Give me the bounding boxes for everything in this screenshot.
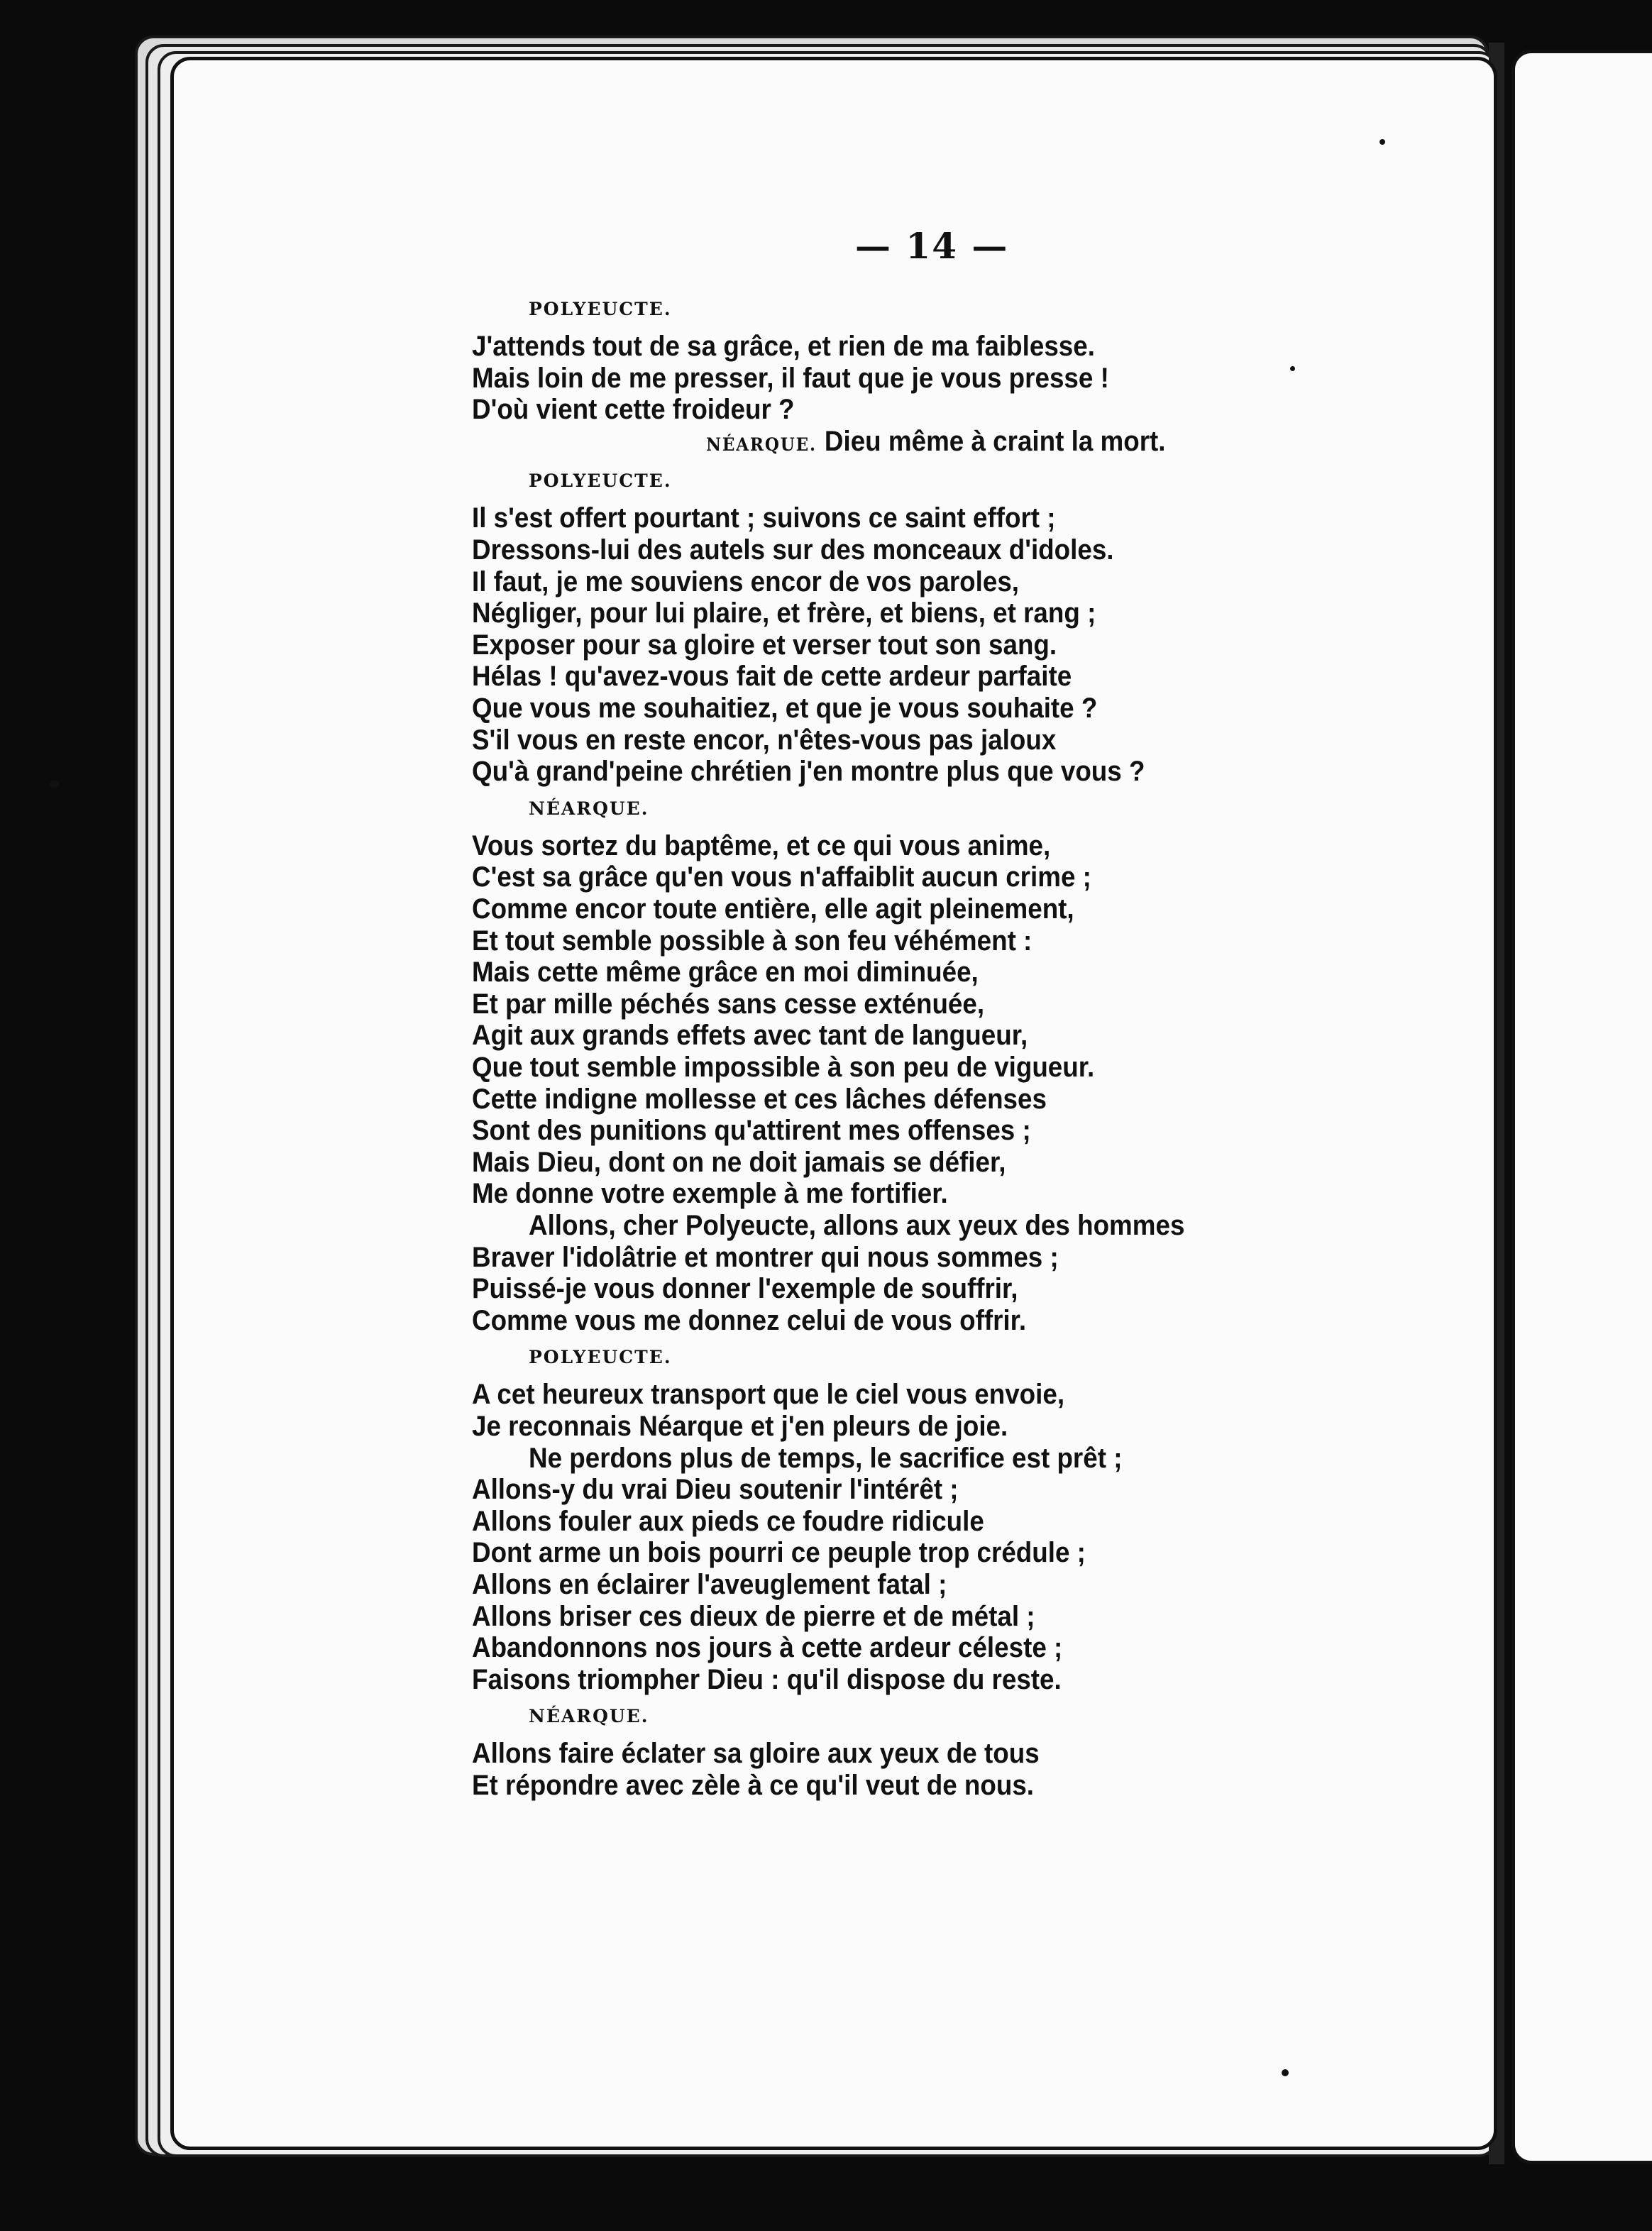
scan-speck — [50, 781, 60, 788]
verse-line: Allons-y du vrai Dieu soutenir l'intérêt ; — [472, 1474, 959, 1506]
verse-line: Et par mille péchés sans cesse exténuée, — [472, 988, 985, 1020]
verse-line: Qu'à grand'peine chrétien j'en montre plus que vous ? — [472, 756, 1145, 788]
verse-line: Il faut, je me souviens encor de vos paroles, — [472, 566, 1020, 597]
verse-line: Agit aux grands effets avec tant de langueur, — [472, 1020, 1028, 1052]
verse-line: Et tout semble possible à son feu véhément : — [472, 925, 1032, 957]
verse-line: Comme vous me donnez celui de vous offrir. — [472, 1304, 1027, 1336]
verse-line: Braver l'idolâtrie et montrer qui nous sommes ; — [472, 1241, 1059, 1273]
verse-line: Mais cette même grâce en moi diminuée, — [472, 957, 979, 988]
verse-line: Hélas ! qu'avez-vous fait de cette ardeur parfaite — [472, 661, 1072, 693]
speaker-name: POLYEUCTE. — [529, 470, 672, 492]
page-number: — 14 — — [855, 225, 1009, 267]
scan-speck — [1380, 139, 1385, 145]
verse-text: Dieu même à craint la mort. — [824, 425, 1166, 457]
verse-line: Mais loin de me presser, il faut que je vous presse ! — [472, 362, 1109, 394]
speaker-name: POLYEUCTE. — [529, 299, 672, 319]
verse-line: Je reconnais Néarque et j'en pleurs de joie. — [472, 1411, 1008, 1442]
verse-line: Mais Dieu, dont on ne doit jamais se défier, — [472, 1146, 1006, 1178]
verse-line: Allons fouler aux pieds ce foudre ridicule — [472, 1505, 984, 1537]
verse-line: Vous sortez du baptême, et ce qui vous anime, — [472, 830, 1051, 861]
verse-line: J'attends tout de sa grâce, et rien de ma faiblesse. — [472, 331, 1095, 362]
verse-line: Exposer pour sa gloire et verser tout son sang. — [472, 629, 1057, 661]
verse-line: S'il vous en reste encor, n'êtes-vous pas jaloux — [472, 724, 1057, 756]
speaker-name: POLYEUCTE. — [529, 1347, 672, 1368]
book-page — [170, 57, 1497, 2150]
scan-speck — [1282, 2069, 1289, 2076]
verse-line: Cette indigne mollesse et ces lâches défenses — [472, 1083, 1047, 1115]
verse-line: Ne perdons plus de temps, le sacrifice est prêt ; — [529, 1442, 1123, 1474]
verse-line: Allons, cher Polyeucte, allons aux yeux des hommes — [529, 1210, 1185, 1241]
verse-line: Faisons triompher Dieu : qu'il dispose du reste. — [472, 1663, 1062, 1695]
speaker-name: NÉARQUE. — [706, 434, 817, 455]
verse-line: Allons faire éclater sa gloire aux yeux de tous — [472, 1738, 1040, 1770]
verse-line: Dressons-lui des autels sur des monceaux d'idoles. — [472, 534, 1114, 566]
verse-line — [706, 426, 1166, 460]
verse-line: Allons en éclairer l'aveuglement fatal ; — [472, 1569, 947, 1600]
speaker-name: NÉARQUE. — [529, 798, 649, 819]
verse-line: Puissé-je vous donner l'exemple de souffrir, — [472, 1273, 1018, 1305]
verse-line: Comme encor toute entière, elle agit pleinement, — [472, 893, 1074, 925]
verse-line: Sont des punitions qu'attirent mes offenses ; — [472, 1115, 1031, 1147]
verse-line: Allons briser ces dieux de pierre et de métal ; — [472, 1600, 1035, 1632]
verse-line: Me donne votre exemple à me fortifier. — [472, 1178, 948, 1210]
verse-line: Négliger, pour lui plaire, et frère, et biens, et rang ; — [472, 597, 1096, 629]
verse-line: Et répondre avec zèle à ce qu'il veut de nous. — [472, 1770, 1035, 1801]
page-text — [174, 60, 1494, 2147]
scan-speck — [1290, 366, 1295, 371]
verse-line: Dont arme un bois pourri ce peuple trop crédule ; — [472, 1537, 1086, 1569]
verse-line: Que tout semble impossible à son peu de vigueur. — [472, 1052, 1095, 1083]
verse-line: D'où vient cette froideur ? — [472, 394, 795, 426]
verse-line: Que vous me souhaitiez, et que je vous souhaite ? — [472, 693, 1098, 724]
verse-line: A cet heureux transport que le ciel vous envoie, — [472, 1379, 1065, 1411]
verse-line: Il s'est offert pourtant ; suivons ce saint effort ; — [472, 502, 1056, 534]
facing-page — [1511, 50, 1652, 2164]
verse-line: C'est sa grâce qu'en vous n'affaiblit aucun crime ; — [472, 861, 1091, 893]
speaker-name: NÉARQUE. — [529, 1706, 649, 1727]
verse-line: Abandonnons nos jours à cette ardeur céleste ; — [472, 1632, 1063, 1664]
